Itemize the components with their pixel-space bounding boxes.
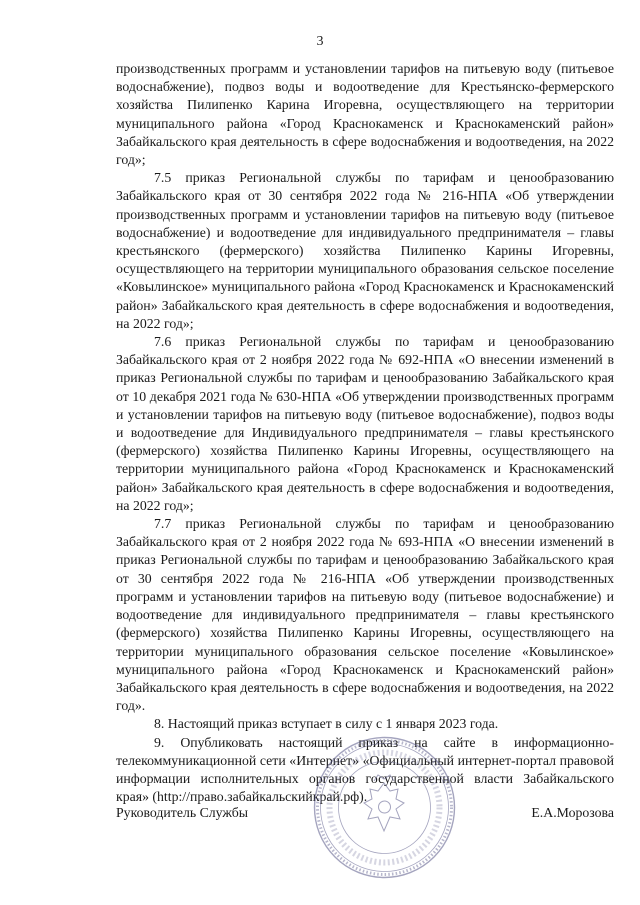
paragraph-7-6: 7.6 приказ Региональной службы по тарифам и ценообразованию Забайкальского края от 2 ноября 2022 года № 692-НПА «О внесении изменений в приказ Региональной службы по тарифам и ценообразованию Забайкальского края от 10 декабря 2021 года № 630-НПА «Об утверждении производственных программ и установлении тарифов на питьевую воду (питьевое водоснабжение), подвоз воды и водоотведение для Индивидуального предпринимателя – главы крестьянского (фермерского) хозяйства Пилипенко Карины Игоревны, осуществляющего на территории муниципального района «Город Краснокаменск и Краснокаменский район» Забайкальского края деятельность в сфере водоснабжения и водоотведения, на 2022 год»;	[116, 334, 614, 513]
paragraph-7-7: 7.7 приказ Региональной службы по тарифам и ценообразованию Забайкальского края от 2 ноября 2022 года № 693-НПА «О внесении изменений в приказ Региональной службы по тарифам и ценообразованию Забайкальского края от 30 сентября 2022 года № 216-НПА «Об утверждении производственных программ и установлении тарифов на питьевую воду (питьевое водоснабжение) и водоотведение для индивидуального предпринимателя – главы крестьянского (фермерского) хозяйства Пилипенко Карины Игоревны, осуществляющего на территории муниципального образования сельское поселение «Ковылинское» муниципального района «Город Краснокаменск и Краснокаменский район» Забайкальского края деятельность в сфере водоснабжения и водоотведения, на 2022 год».	[116, 516, 614, 714]
paragraph-continuation: производственных программ и установлении тарифов на питьевую воду (питьевое водоснабжение), подвоз воды и водоотведение для Крестьянско-фермерского хозяйства Пилипенко Карина Игоревна, осуществляющего на территории муниципального района «Город Краснокаменск и Краснокаменский район» Забайкальского края деятельность в сфере водоснабжения и водоотведения, на 2022 год»;	[116, 61, 614, 168]
document-body	[116, 60, 614, 806]
page-number: 3	[316, 34, 324, 49]
paragraph-8: 8. Настоящий приказ вступает в силу с 1 января 2023 года.	[154, 716, 499, 732]
paragraph-9: 9. Опубликовать настоящий приказ на сайте в информационно-телекоммуникационной сети «Интернет» «Официальный интернет-портал правовой информации исполнительных органов государственной власти Забайкальского края» (http://право.забайкальскийкрай.рф).	[116, 734, 614, 805]
paragraph-7-5: 7.5 приказ Региональной службы по тарифам и ценообразованию Забайкальского края от 30 сентября 2022 года № 216-НПА «Об утверждении производственных программ и установлении тарифов на питьевую воду (питьевое водоснабжение) и водоотведение для индивидуального предпринимателя – главы крестьянского (фермерского) хозяйства Пилипенко Карины Игоревны, осуществляющего на территории муниципального образования сельское поселение «Ковылинское» муниципального района «Город Краснокаменск и Краснокаменский район» Забайкальского края деятельность в сфере водоснабжения и водоотведения, на 2022 год»;	[116, 170, 614, 331]
signatory-role: Руководитель Службы	[116, 805, 249, 820]
official-seal	[312, 735, 457, 880]
signatory-name: Е.А.Морозова	[531, 805, 614, 820]
